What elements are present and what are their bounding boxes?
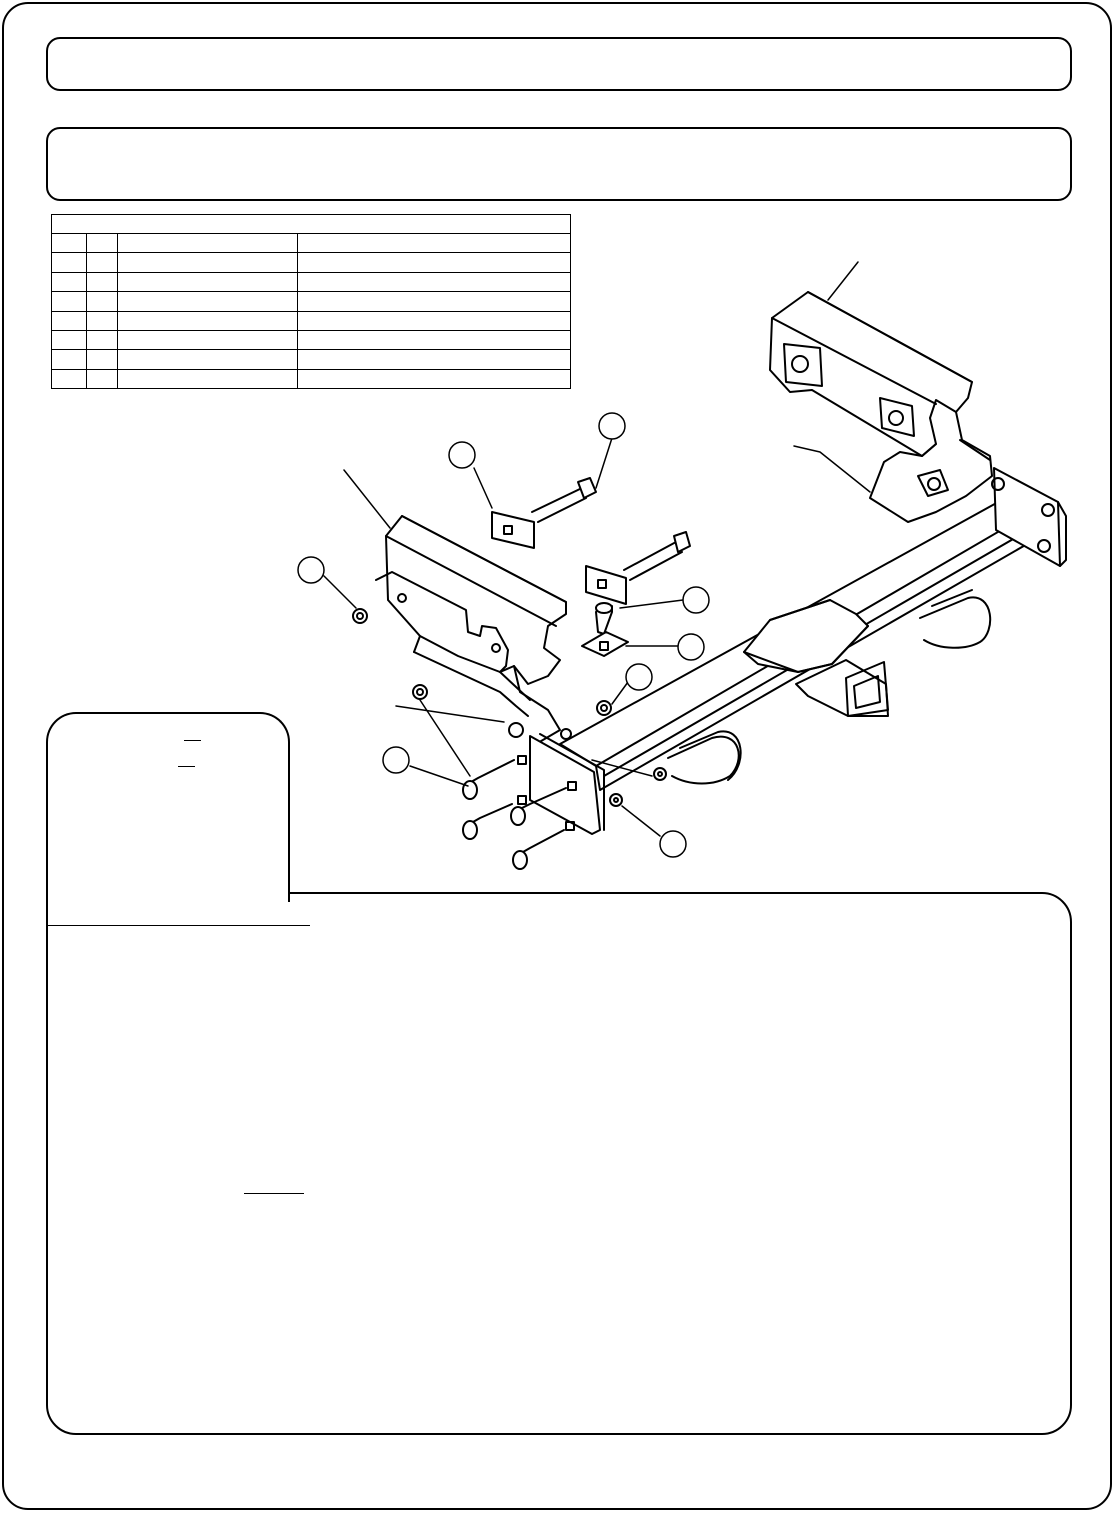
callout-circle bbox=[678, 634, 704, 660]
callout-circle bbox=[298, 557, 324, 583]
callout-circle bbox=[383, 747, 409, 773]
left-frame-bracket bbox=[376, 516, 566, 744]
hex-bolts bbox=[532, 478, 690, 580]
callout-circle bbox=[683, 587, 709, 613]
callout-circle bbox=[449, 442, 475, 468]
right-frame-bracket bbox=[770, 292, 992, 522]
callout-circle bbox=[660, 831, 686, 857]
callout-circle bbox=[599, 413, 625, 439]
callout-circle bbox=[626, 664, 652, 690]
